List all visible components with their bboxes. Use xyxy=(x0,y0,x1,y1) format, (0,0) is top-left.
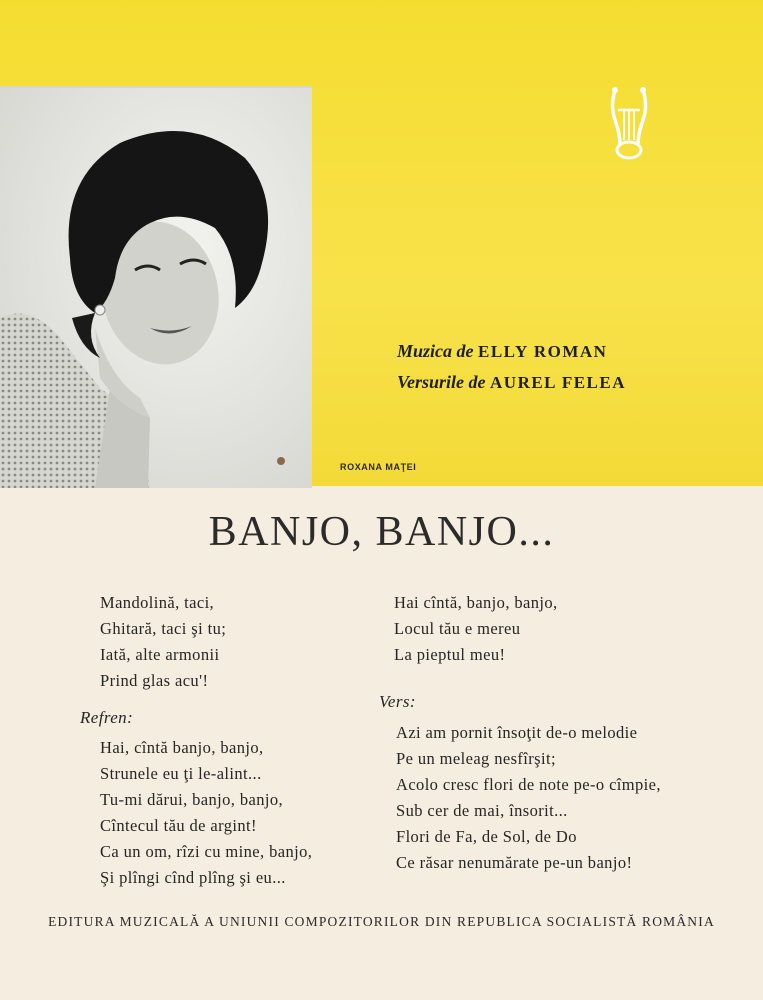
lyric-line: Ghitară, taci şi tu; xyxy=(100,619,227,638)
photo-caption: ROXANA MAŢEI xyxy=(340,462,417,472)
lyric-line: Tu-mi dărui, banjo, banjo, xyxy=(100,790,284,809)
publisher-lyre-logo-icon xyxy=(606,84,652,164)
lyrics-credit: Versurile de AUREL FELEA xyxy=(397,372,627,392)
lyric-line: Locul tău e mereu xyxy=(394,619,521,638)
verse-lines xyxy=(396,720,661,876)
lyric-line: Flori de Fa, de Sol, de Do xyxy=(396,827,577,846)
lyric-line: Şi plîngi cînd plîng şi eu... xyxy=(100,868,286,887)
lyric-line: La pieptul meu! xyxy=(394,645,506,664)
lyric-line: Iată, alte armonii xyxy=(100,645,220,664)
refrain-label: Refren: xyxy=(80,708,134,727)
lyric-line: Mandolină, taci, xyxy=(100,593,215,612)
lyric-line: Pe un meleag nesfîrşit; xyxy=(396,749,556,768)
music-credit: Muzica de ELLY ROMAN xyxy=(397,341,608,361)
lyric-line: Strunele eu ţi le-alint... xyxy=(100,764,262,783)
lyric-line: Acolo cresc flori de note pe-o cîmpie, xyxy=(396,775,661,794)
lyric-line: Prind glas acu'! xyxy=(100,671,209,690)
lyric-line: Ce răsar nenumărate pe-un banjo! xyxy=(396,853,633,872)
lyric-line: Hai, cîntă banjo, banjo, xyxy=(100,738,264,757)
left-stanza xyxy=(100,590,226,694)
lyric-line: Azi am pornit însoţit de-o melodie xyxy=(396,723,638,742)
song-title: BANJO, BANJO... xyxy=(208,509,555,555)
song-credits xyxy=(397,336,626,398)
singer-portrait-photo xyxy=(0,86,312,488)
lyric-line: Ca un om, rîzi cu mine, banjo, xyxy=(100,842,313,861)
lyric-line: Hai cîntă, banjo, banjo, xyxy=(394,593,558,612)
verse-label: Vers: xyxy=(379,692,416,711)
lyric-line: Sub cer de mai, însorit... xyxy=(396,801,568,820)
lyric-line: Cîntecul tău de argint! xyxy=(100,816,257,835)
publisher-footer: EDITURA MUZICALĂ A UNIUNII COMPOZITORILOR DIN REPUBLICA SOCIALISTĂ ROMÂNIA xyxy=(48,914,715,929)
refrain-lines xyxy=(100,735,312,891)
right-stanza xyxy=(394,590,558,668)
